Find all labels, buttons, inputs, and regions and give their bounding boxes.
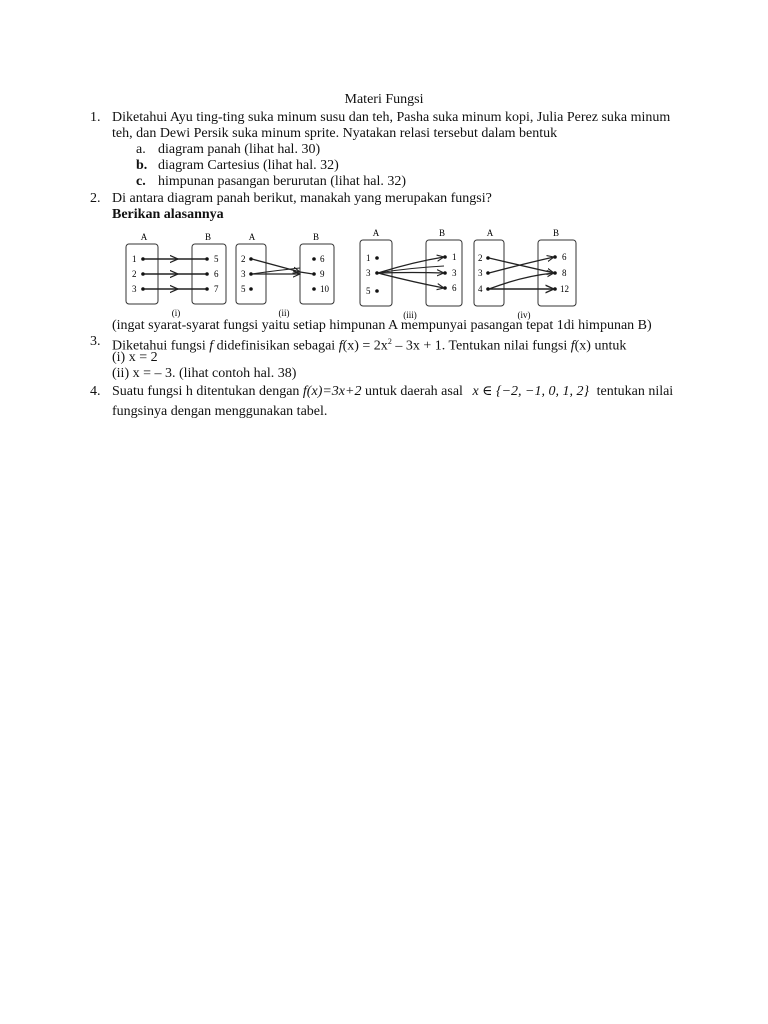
- diagram-ii: [236, 232, 334, 318]
- diagram-iv-b2: 8: [562, 268, 567, 278]
- q4-number: 4.: [90, 384, 101, 399]
- diagram-ii-b1: 6: [320, 254, 325, 264]
- q1-item-a-letter: a.: [136, 142, 146, 157]
- q1-line2: teh, dan Dewi Persik suka minum sprite. Nyatakan relasi tersebut dalam bentuk: [112, 126, 558, 141]
- q1-item-b-letter: b.: [136, 158, 148, 173]
- q1-line1: Diketahui Ayu ting-ting suka minum susu dan teh, Pasha suka minum kopi, Julia Perez suka minum: [112, 110, 671, 125]
- q2-line2: Berikan alasannya: [112, 207, 224, 222]
- diagram-i: [126, 232, 226, 318]
- diagram-i-b1: 5: [214, 254, 219, 264]
- q4-line2: fungsinya dengan menggunakan tabel.: [112, 404, 328, 419]
- q3-fx: f: [338, 338, 343, 354]
- diagram-iii-a3: 5: [366, 286, 371, 296]
- q3-text-a: Diketahui fungsi: [112, 338, 210, 354]
- q3-text-c: – 3x + 1. Tentukan nilai fungsi: [391, 338, 571, 354]
- diagram-iii-a1: 1: [366, 253, 371, 263]
- diagram-iii-set-a-label: A: [372, 228, 380, 238]
- q1-number: 1.: [90, 110, 101, 125]
- q3-part-i: (i) x = 2: [112, 350, 158, 365]
- diagram-ii-a2: 3: [241, 269, 246, 279]
- diagram-iv-a1: 2: [478, 253, 483, 263]
- diagram-iv-caption: (iv): [517, 310, 531, 320]
- diagram-i-a1: 1: [132, 254, 137, 264]
- diagram-iii-caption: (iii): [403, 310, 417, 320]
- diagram-iii-a2: 3: [366, 268, 371, 278]
- q4-domain-set: x ∈ {−2, −1, 0, 1, 2}: [472, 384, 590, 399]
- q4-text-c: tentukan nilai: [593, 384, 674, 399]
- q3-f: f: [209, 338, 214, 354]
- diagram-iv-b3: 12: [560, 284, 569, 294]
- diagram-i-b3: 7: [214, 284, 219, 294]
- q3-text-e: (x) untuk: [574, 338, 627, 354]
- diagram-ii-set-a-label: A: [248, 232, 256, 242]
- diagram-i-a2: 2: [132, 269, 137, 279]
- diagram-i-a3: 3: [132, 284, 137, 294]
- arrow-diagrams-svg: [118, 228, 588, 322]
- q2-line1: Di antara diagram panah berikut, manakah yang merupakan fungsi?: [112, 191, 492, 206]
- diagram-i-set-b-label: B: [204, 232, 212, 242]
- q3-line1: [112, 334, 626, 355]
- q1-item-c: [136, 174, 406, 190]
- q4-line1: [112, 384, 673, 400]
- q1-item-b: [136, 158, 339, 174]
- diagram-iv-b1: 6: [562, 252, 567, 262]
- diagram-ii-set-b-box: [300, 244, 334, 304]
- q1-item-c-letter: c.: [136, 174, 146, 189]
- q1-item-a-text: diagram panah (lihat hal. 30): [158, 142, 321, 157]
- q4-text-a: Suatu fungsi h ditentukan dengan: [112, 384, 303, 399]
- q1-item-c-text: himpunan pasangan berurutan (lihat hal. 32): [158, 174, 407, 189]
- diagram-iv-set-b-label: B: [552, 228, 560, 238]
- diagram-iii-b1: 1: [452, 252, 457, 262]
- q3-part-ii: (ii) x = – 3. (lihat contoh hal. 38): [112, 366, 297, 381]
- diagram-ii-set-b-label: B: [312, 232, 320, 242]
- diagram-ii-b2: 9: [320, 269, 325, 279]
- diagram-iv-set-b-box: [538, 240, 576, 306]
- q2-number: 2.: [90, 191, 101, 206]
- diagram-iii-set-b-label: B: [438, 228, 446, 238]
- diagram-i-b2: 6: [214, 269, 219, 279]
- diagram-iii: [360, 228, 462, 320]
- q2-note: (ingat syarat-syarat fungsi yaitu setiap himpunan A mempunyai pasangan tepat 1di himpunan B): [112, 318, 652, 333]
- diagram-iii-b2: 3: [452, 268, 457, 278]
- diagram-ii-caption: (ii): [278, 308, 290, 318]
- diagram-i-caption: (i): [171, 308, 181, 318]
- diagram-ii-a1: 2: [241, 254, 246, 264]
- q1-item-b-text: diagram Cartesius (lihat hal. 32): [158, 158, 339, 173]
- q3-text-b: didefinisikan sebagai: [213, 338, 339, 354]
- q1-item-a: [136, 142, 320, 158]
- q4-text-b: untuk daerah asal: [361, 384, 467, 399]
- diagram-iv-a3: 4: [478, 284, 483, 294]
- q3-number: 3.: [90, 334, 101, 349]
- q4-fx: f(x)=3x+2: [302, 384, 362, 399]
- q3-f2: f: [570, 338, 575, 354]
- page-title: Materi Fungsi: [344, 92, 424, 107]
- arrow-diagrams: [118, 228, 588, 322]
- diagram-i-set-a-label: A: [140, 232, 148, 242]
- diagram-iv: [474, 228, 576, 320]
- q3-expr: (x) = 2x: [342, 338, 388, 354]
- diagram-iii-b3: 6: [452, 283, 457, 293]
- diagram-iv-a2: 3: [478, 268, 483, 278]
- diagram-ii-b3: 10: [320, 284, 329, 294]
- q3-sup: 2: [387, 337, 392, 346]
- diagram-iv-set-a-label: A: [486, 228, 494, 238]
- diagram-ii-a3: 5: [241, 284, 246, 294]
